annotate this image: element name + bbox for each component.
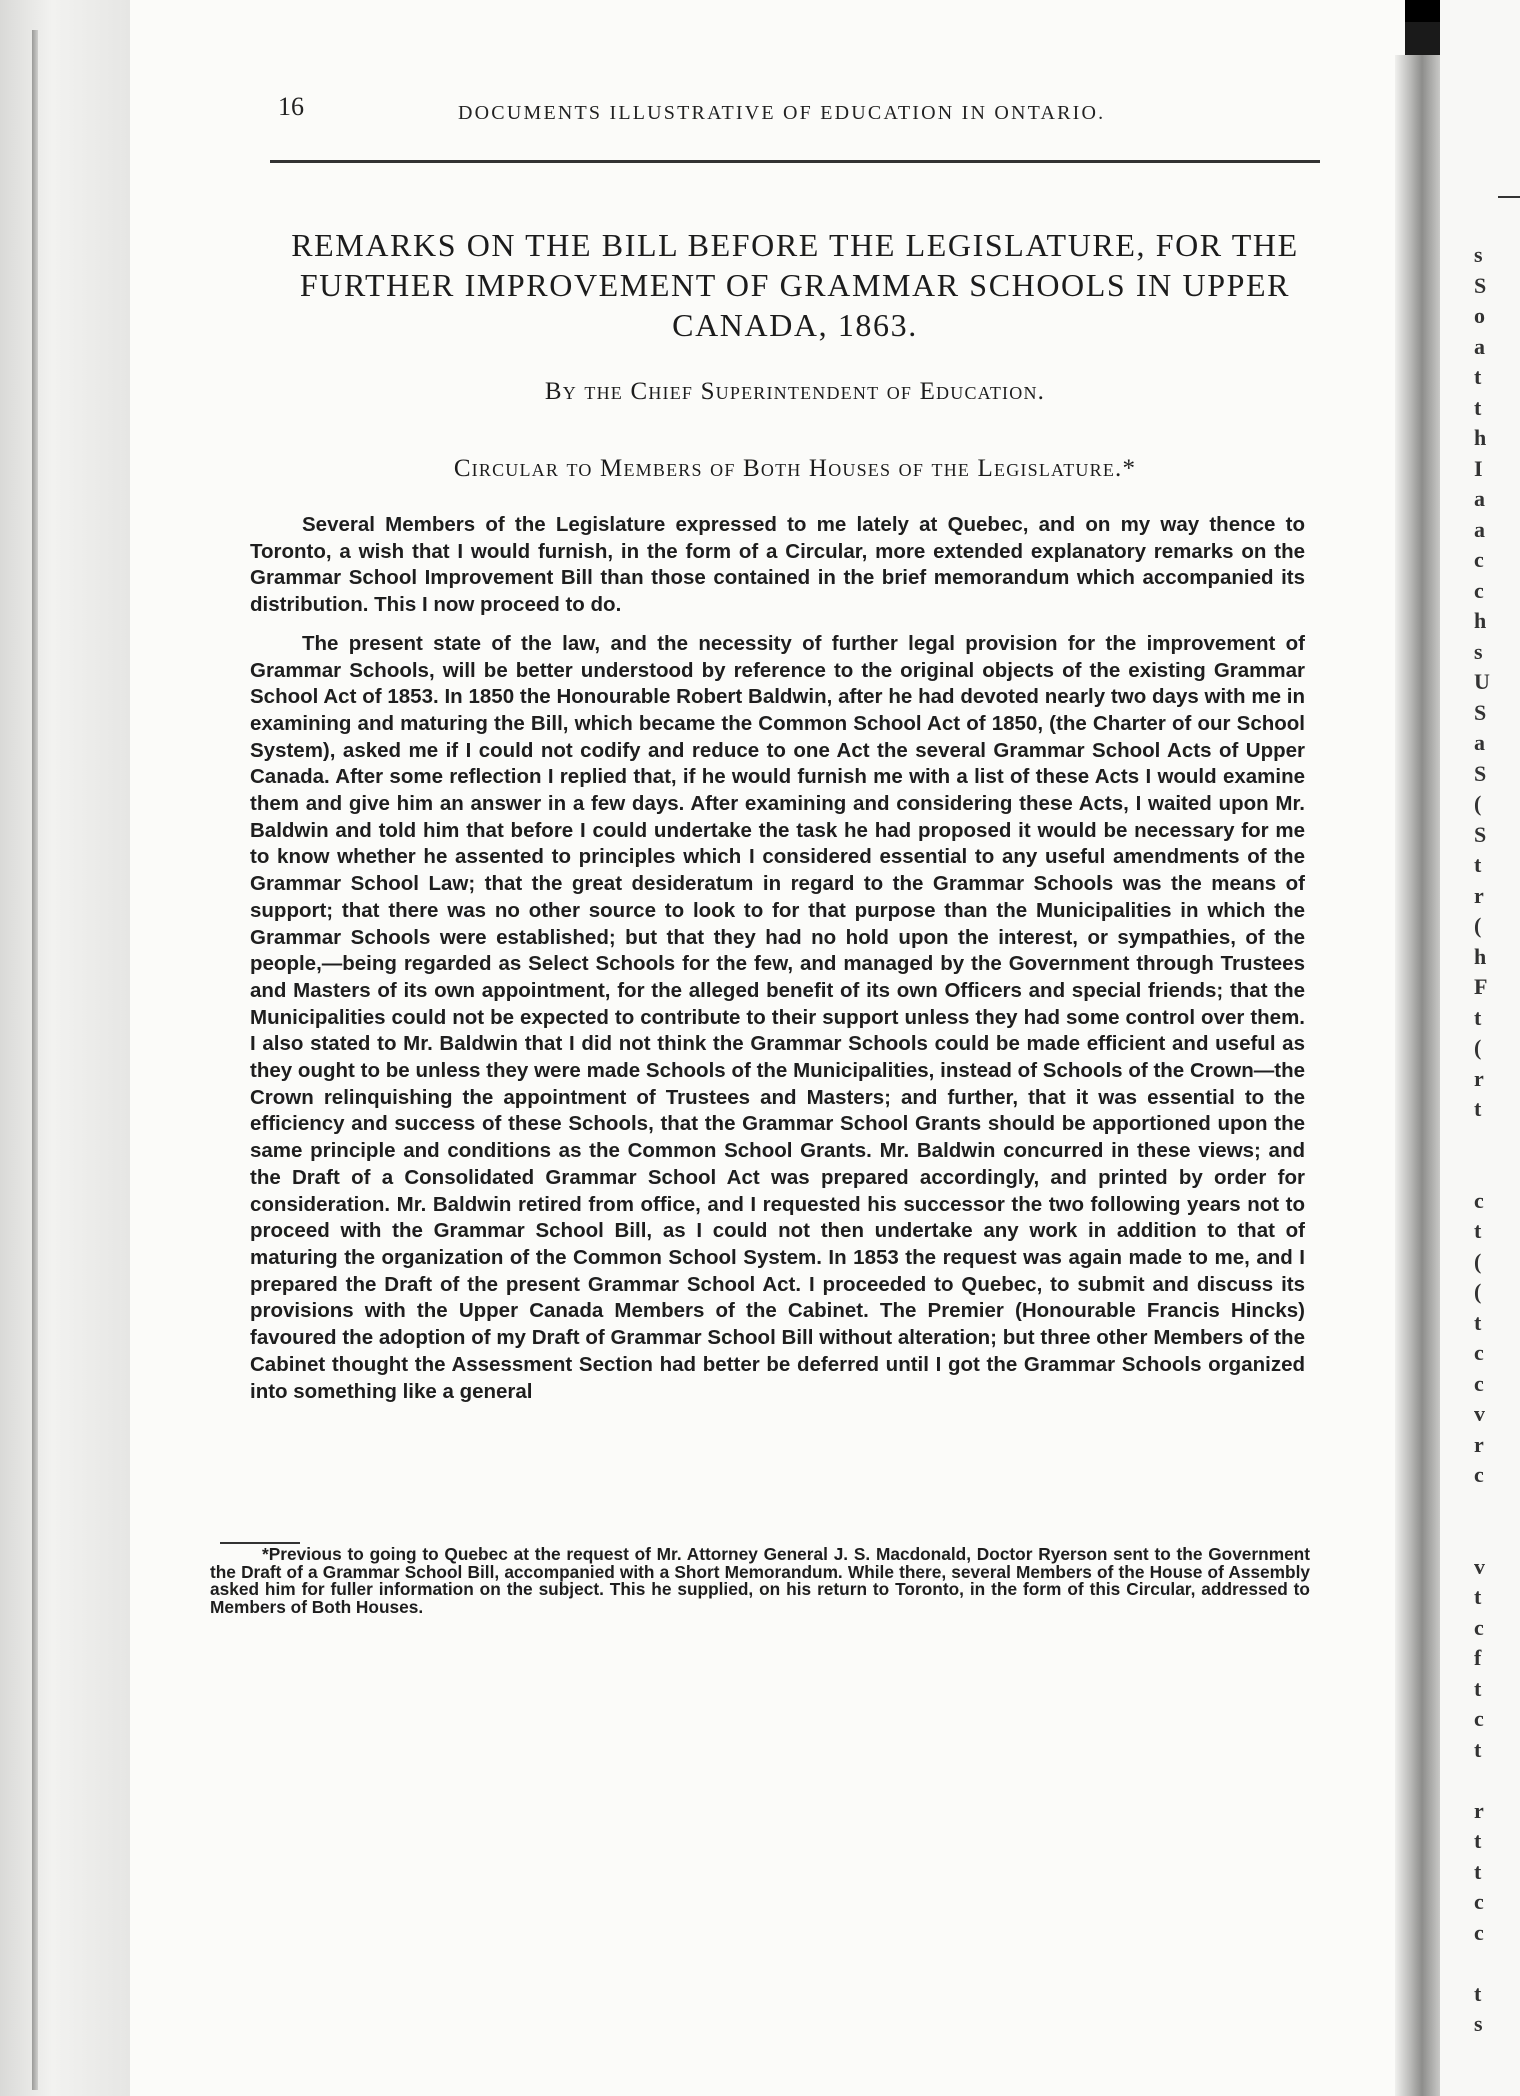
book-gutter-shadow <box>1395 55 1440 2096</box>
paragraph: Several Members of the Legislature expressed to me lately at Quebec, and on my way thence to Toronto, a wish that I would furnish, in the form of a Circular, more extended explanatory remarks on the Grammar School Improvement Bill than those contained in the brief memorandum which accompanied its distribution. This I now proceed to do. <box>250 513 1305 617</box>
page-header <box>278 92 1318 152</box>
running-head: DOCUMENTS ILLUSTRATIVE OF EDUCATION IN ONTARIO. <box>458 102 1106 124</box>
document-title: REMARKS ON THE BILL BEFORE THE LEGISLATURE, FOR THE FURTHER IMPROVEMENT OF GRAMMAR SCHOOLS IN UPPER CANADA, 1863. <box>291 227 1299 343</box>
scan-left-margin <box>0 0 130 2096</box>
paragraph: The present state of the law, and the necessity of further legal provision for the improvement of Grammar Schools, will be better understood by reference to the original objects of the existing Grammar School Act of 1853. In 1850 the Honourable Robert Baldwin, after he had devoted nearly two days with me in examining and maturing the Bill, which became the Common School Act of 1850, (the Charter of our School System), asked me if I could not codify and reduce to one Act the several Grammar School Acts of Upper Canada. After some reflection I replied that, if he would furnish me with a list of these Acts I would examine them and give him an answer in a few days. After examining and considering these Acts, I waited upon Mr. Baldwin and told him that before I could undertake the task he had proposed it would be necessary for me to know whether he assented to principles which I considered essential to any useful amendments of the Grammar School Law; that the great desideratum in regard to the Grammar Schools was the means of support; that there was no other source to look to for that purpose than the Municipalities in which the Grammar Schools were established; but that they had no hold upon the interest, or sympathies, of the people,—being regarded as Select Schools for the few, and managed by the Government through Trustees and Masters of its own appointment, for the alleged benefit of its own Officers and special friends; that the Municipalities could not be expected to contribute to their support unless they had some control over them. I also stated to Mr. Baldwin that I did not think the Grammar Schools could be made efficient and useful as they ought to be unless they were made Schools of the Municipalities, instead of Schools of the Crown—the Crown relinquishing the appointment of Trustees and Masters; and further, that it was essential to the efficiency and success of these Schools, that the Grammar School Grants should be apportioned upon the same principle and conditions as the Common School Grants. Mr. Baldwin concurred in these views; and the Draft of a Consolidated Grammar School Act was prepared accordingly, and printed by order for consideration. Mr. Baldwin retired from office, and I requested his successor the two following years not to proceed with the Grammar School Bill, as I could not then undertake any work in addition to that of maturing the organization of the Common School System. In 1853 the request was again made to me, and I prepared the Draft of the present Grammar School Act. I proceeded to Quebec, to submit and discuss its provisions with the Upper Canada Members of the Cabinet. The Premier (Honourable Francis Hincks) favoured the adoption of my Draft of Grammar School Bill without alteration; but three other Members of the Cabinet thought the Assessment Section had better be deferred until I got the Grammar Schools organized into something like a general <box>250 631 1305 1403</box>
header-rule <box>270 160 1320 163</box>
footnote: *Previous to going to Quebec at the request of Mr. Attorney General J. S. Macdonald, Doctor Ryerson sent to the Government the Draft of a Grammar School Bill, accompanied with a Short Memorandum. While there, several Members of the House of Assembly asked him for fuller information on the subject. This he supplied, on his return to Toronto, in the form of this Circular, addressed to Members of Both Houses. <box>210 1544 1310 1617</box>
body-text <box>250 512 1305 1417</box>
page-number: 16 <box>278 92 304 121</box>
scan-left-edge <box>32 30 38 2090</box>
facing-page-dash <box>1498 196 1520 198</box>
facing-page-text: s S o a t t h I a a c c h s U S a S ( S t r ( h F t ( r t c t ( ( t c c v r c v t c f t c t r t t c c t s <box>1474 242 1490 2036</box>
circular-heading: Circular to Members of Both Houses of the Legislature.* <box>453 455 1137 482</box>
byline: By the Chief Superintendent of Education. <box>544 378 1046 405</box>
